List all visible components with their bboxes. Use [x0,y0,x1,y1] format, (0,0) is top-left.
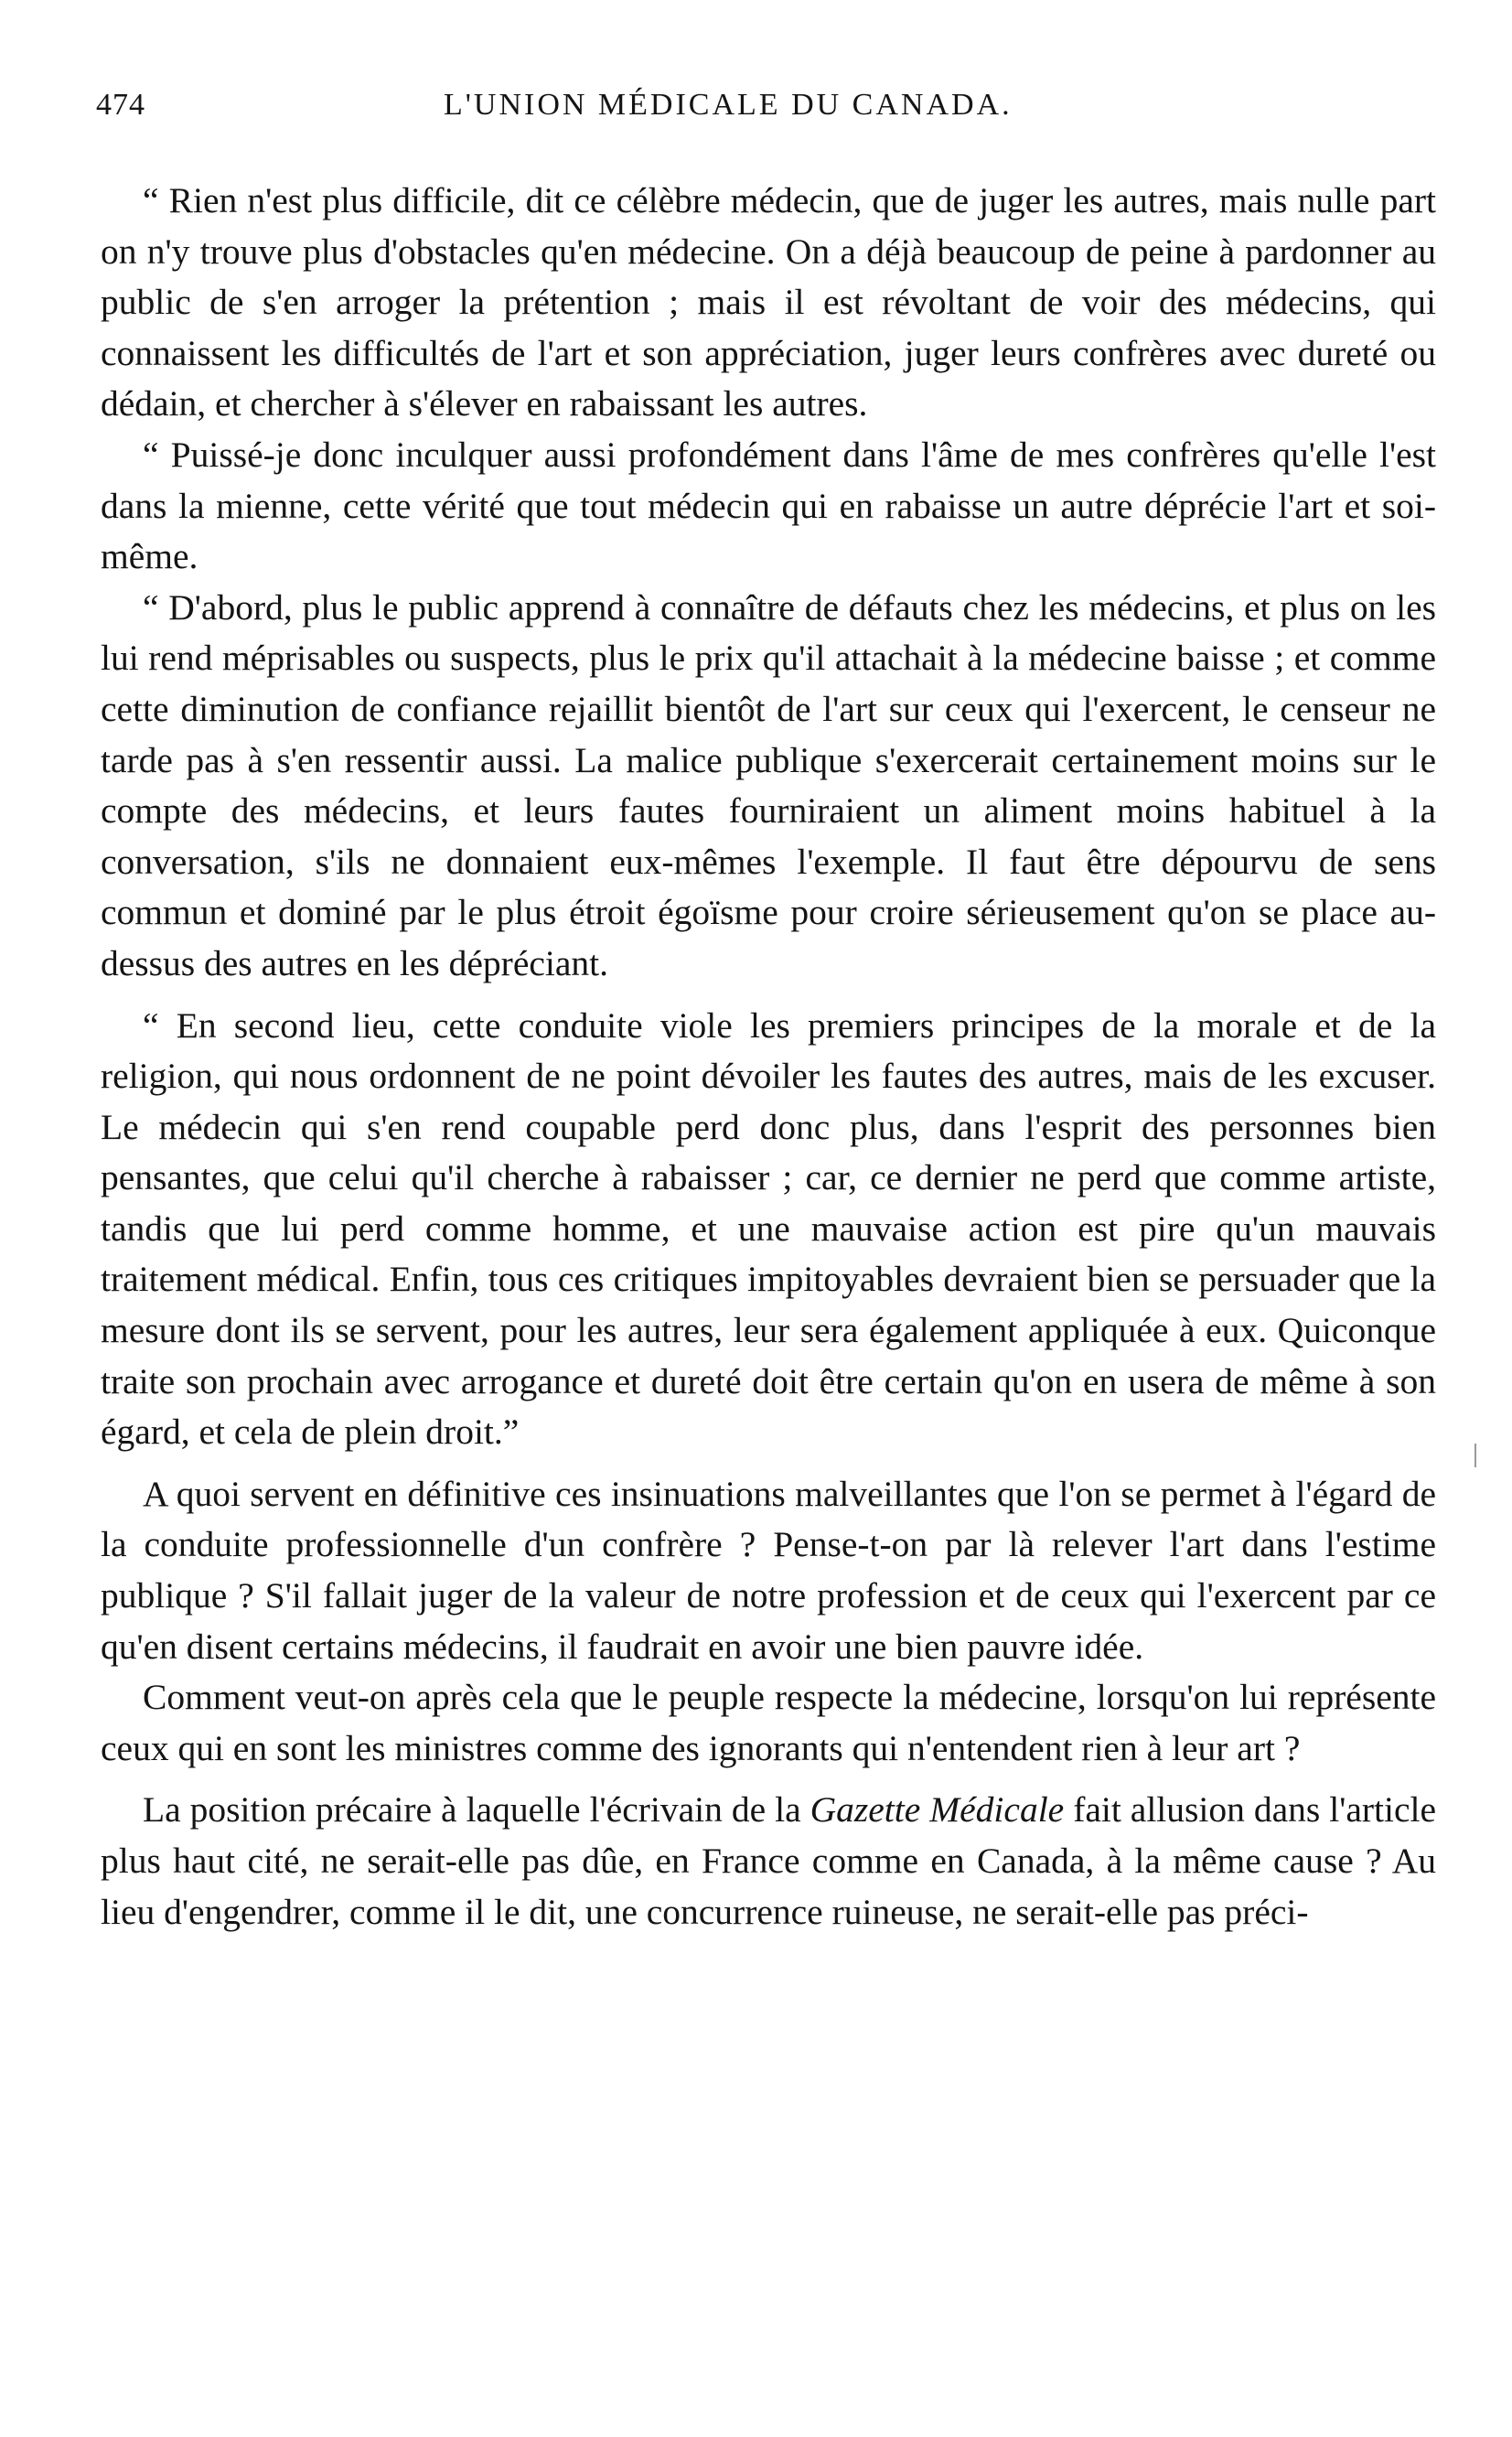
quote-paragraph-4: “ En second lieu, cette conduite viole les premiers principes de la morale et de la religion, qui nous ordonnent de ne point dévoiler les fautes des autres, mais de les excuser. Le médecin qui s'en rend coupable perd donc plus, dans l'esprit des personnes bien pensantes, que celui qu'il cherche à rabaisser ; car, ce dernier ne perd que comme artiste, tandis que lui perd comme homme, et une mauvaise action est pire qu'un mauvais traitement médical. Enfin, tous ces critiques impitoyables devraient bien se persuader que la mesure dont ils se servent, pour les autres, leur sera également appliquée à eux. Quiconque traite son prochain avec arrogance et dureté doit être certain qu'on en usera de même à son égard, et cela de plein droit.” [101,1004,1436,1453]
paragraph-respect: Comment veut-on après cela que le peuple respecte la médecine, lorsqu'on lui représente ceux qui en sont les ministres comme des ignorants qui n'entendent rien à leur art ? [101,1677,1436,1768]
paragraph-position-end: fait allusion dans l'article plus haut cité, ne serait-elle pas dûe, en France comme en Canada, à la même cause ? Au lieu d'engendrer, comme il le dit, une concurrence ruineuse, ne serait-elle pas préci- [101,1789,1437,1932]
page-header [96,88,1441,130]
paragraph-insinuations: A quoi servent en définitive ces insinuations malveillantes que l'on se permet à l'égard de la conduite professionnelle d'un confrère ? Pense-t-on par là relever l'art dans l'estime publique ? S'il fallait juger de la valeur de notre profession et de ceux qui l'exercent par ce qu'en disent certains médecins, il faudrait en avoir une bien pauvre idée. [101,1473,1436,1667]
quote-paragraph-1: “ Rien n'est plus difficile, dit ce célèbre médecin, que de juger les autres, mais nulle part on n'y trouve plus d'obstacles qu'en médecine. On a déjà beaucoup de peine à pardonner au public de s'en arroger la prétention ; mais il est révoltant de voir des médecins, qui connaissent les difficultés de l'art et son appréciation, juger leurs confrères avec dureté ou dédain, et chercher à s'élever en rabaissant les autres. [101,180,1436,424]
margin-mark [1474,1444,1476,1467]
running-title: L'UNION MÉDICALE DU CANADA. [444,88,1013,122]
paragraph-position-start: La position précaire à laquelle l'écrivain de la [143,1789,801,1830]
paragraph-position [101,1785,1436,1938]
quote-paragraph-3: “ D'abord, plus le public apprend à connaître de défauts chez les médecins, et plus on les lui rend méprisables ou suspects, plus le prix qu'il attachait à la médecine baisse ; et comme cette diminution de confiance rejaillit bientôt de l'art sur ceux qui l'exercent, le censeur ne tarde pas à s'en ressentir aussi. La malice publique s'exercerait certainement moins sur le compte des médecins, et leurs fautes fourniraient un aliment moins habituel à la conversation, s'ils ne donnaient eux-mêmes l'exemple. Il faut être dépourvu de sens commun et dominé par le plus étroit égoïsme pour croire sérieusement qu'on se place au-dessus des autres en les dépréciant. [101,586,1436,983]
journal-title: Gazette Médicale [810,1789,1065,1830]
body-text [101,176,1436,1938]
page-number: 474 [96,88,145,122]
quote-paragraph-2: “ Puissé-je donc inculquer aussi profondément dans l'âme de mes confrères qu'elle l'est dans la mienne, cette vérité que tout médecin qui en rabaisse un autre déprécie l'art et soi-même. [101,434,1436,577]
